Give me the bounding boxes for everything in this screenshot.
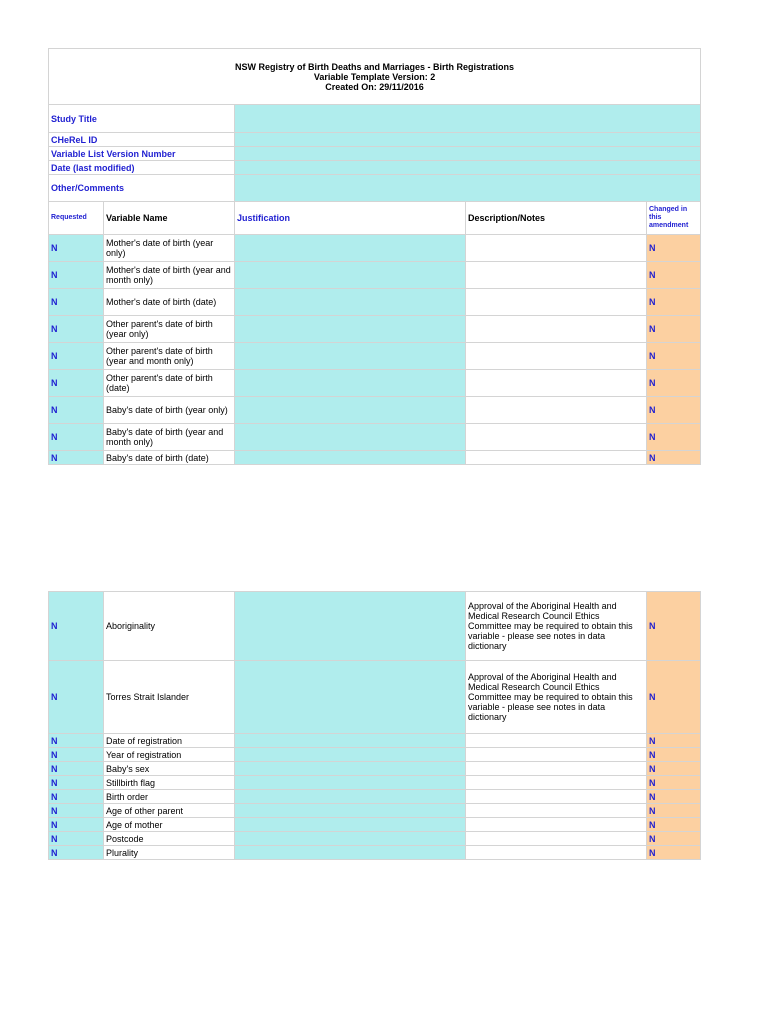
description-cell xyxy=(466,762,647,776)
changed-cell[interactable]: N xyxy=(647,451,701,465)
variable-name-cell: Other parent's date of birth (year and month only) xyxy=(104,343,235,370)
date-modified-input[interactable] xyxy=(235,161,701,175)
changed-cell[interactable]: N xyxy=(647,818,701,832)
study-title-input[interactable] xyxy=(235,105,701,133)
justification-cell[interactable] xyxy=(235,370,466,397)
table-row xyxy=(49,734,701,748)
table-row xyxy=(49,846,701,860)
justification-cell[interactable] xyxy=(235,661,466,734)
col-header-requested: Requested xyxy=(49,202,104,235)
justification-cell[interactable] xyxy=(235,832,466,846)
requested-cell[interactable]: N xyxy=(49,424,104,451)
table-row xyxy=(49,289,701,316)
sheet-section-2 xyxy=(48,591,700,860)
requested-cell[interactable]: N xyxy=(49,235,104,262)
variable-name-cell: Baby's sex xyxy=(104,762,235,776)
table-row xyxy=(49,818,701,832)
justification-cell[interactable] xyxy=(235,748,466,762)
description-cell xyxy=(466,343,647,370)
variable-name-cell: Date of registration xyxy=(104,734,235,748)
variable-name-cell: Aboriginality xyxy=(104,592,235,661)
changed-cell[interactable]: N xyxy=(647,846,701,860)
template-table-2 xyxy=(48,591,701,860)
changed-cell[interactable]: N xyxy=(647,289,701,316)
changed-cell[interactable]: N xyxy=(647,790,701,804)
study-title-label: Study Title xyxy=(49,105,235,133)
table-row xyxy=(49,235,701,262)
justification-cell[interactable] xyxy=(235,592,466,661)
justification-cell[interactable] xyxy=(235,776,466,790)
justification-cell[interactable] xyxy=(235,451,466,465)
variable-name-cell: Postcode xyxy=(104,832,235,846)
justification-cell[interactable] xyxy=(235,397,466,424)
justification-cell[interactable] xyxy=(235,762,466,776)
description-cell xyxy=(466,235,647,262)
requested-cell[interactable]: N xyxy=(49,748,104,762)
changed-cell[interactable]: N xyxy=(647,804,701,818)
justification-cell[interactable] xyxy=(235,343,466,370)
table-row xyxy=(49,424,701,451)
variable-name-cell: Mother's date of birth (date) xyxy=(104,289,235,316)
changed-cell[interactable]: N xyxy=(647,343,701,370)
requested-cell[interactable]: N xyxy=(49,804,104,818)
requested-cell[interactable]: N xyxy=(49,592,104,661)
template-table-1 xyxy=(48,48,701,465)
requested-cell[interactable]: N xyxy=(49,832,104,846)
comments-input[interactable] xyxy=(235,175,701,202)
date-modified-label: Date (last modified) xyxy=(49,161,235,175)
requested-cell[interactable]: N xyxy=(49,343,104,370)
version-number-label: Variable List Version Number xyxy=(49,147,235,161)
variable-name-cell: Age of other parent xyxy=(104,804,235,818)
changed-cell[interactable]: N xyxy=(647,832,701,846)
description-cell xyxy=(466,818,647,832)
col-header-changed: Changed in this amendment xyxy=(647,202,701,235)
justification-cell[interactable] xyxy=(235,262,466,289)
meta-row-comments xyxy=(49,175,701,202)
requested-cell[interactable]: N xyxy=(49,289,104,316)
changed-cell[interactable]: N xyxy=(647,661,701,734)
requested-cell[interactable]: N xyxy=(49,846,104,860)
variable-name-cell: Year of registration xyxy=(104,748,235,762)
variable-name-cell: Baby's date of birth (year only) xyxy=(104,397,235,424)
table-row xyxy=(49,661,701,734)
table-row xyxy=(49,832,701,846)
column-header-row xyxy=(49,202,701,235)
version-number-input[interactable] xyxy=(235,147,701,161)
requested-cell[interactable]: N xyxy=(49,661,104,734)
meta-row-version-number xyxy=(49,147,701,161)
description-cell xyxy=(466,776,647,790)
comments-label: Other/Comments xyxy=(49,175,235,202)
justification-cell[interactable] xyxy=(235,316,466,343)
changed-cell[interactable]: N xyxy=(647,734,701,748)
variable-name-cell: Baby's date of birth (date) xyxy=(104,451,235,465)
requested-cell[interactable]: N xyxy=(49,762,104,776)
justification-cell[interactable] xyxy=(235,790,466,804)
justification-cell[interactable] xyxy=(235,804,466,818)
description-cell xyxy=(466,451,647,465)
requested-cell[interactable]: N xyxy=(49,262,104,289)
variable-name-cell: Birth order xyxy=(104,790,235,804)
variable-name-cell: Other parent's date of birth (year only) xyxy=(104,316,235,343)
variable-name-cell: Torres Strait Islander xyxy=(104,661,235,734)
changed-cell[interactable]: N xyxy=(647,592,701,661)
variable-name-cell: Mother's date of birth (year and month only) xyxy=(104,262,235,289)
table-row xyxy=(49,790,701,804)
changed-cell[interactable]: N xyxy=(647,316,701,343)
cherel-id-label: CHeReL ID xyxy=(49,133,235,147)
changed-cell[interactable]: N xyxy=(647,370,701,397)
requested-cell[interactable]: N xyxy=(49,818,104,832)
table-row xyxy=(49,397,701,424)
description-cell xyxy=(466,734,647,748)
variable-name-cell: Other parent's date of birth (date) xyxy=(104,370,235,397)
sheet-section-1 xyxy=(48,48,700,465)
justification-cell[interactable] xyxy=(235,846,466,860)
table-row xyxy=(49,762,701,776)
justification-cell[interactable] xyxy=(235,235,466,262)
col-header-justification: Justification xyxy=(235,202,466,235)
variable-name-cell: Age of mother xyxy=(104,818,235,832)
description-cell xyxy=(466,846,647,860)
meta-row-study-title xyxy=(49,105,701,133)
changed-cell[interactable]: N xyxy=(647,397,701,424)
variable-name-cell: Stillbirth flag xyxy=(104,776,235,790)
template-version: Variable Template Version: 2 xyxy=(313,71,436,82)
justification-cell[interactable] xyxy=(235,818,466,832)
table-row xyxy=(49,592,701,661)
variable-name-cell: Baby's date of birth (year and month only) xyxy=(104,424,235,451)
table-row xyxy=(49,262,701,289)
requested-cell[interactable]: N xyxy=(49,790,104,804)
created-on: Created On: 29/11/2016 xyxy=(325,81,424,92)
meta-row-cherel-id xyxy=(49,133,701,147)
table-row xyxy=(49,804,701,818)
changed-cell[interactable]: N xyxy=(647,262,701,289)
description-cell xyxy=(466,289,647,316)
col-header-description: Description/Notes xyxy=(466,202,647,235)
meta-row-date-modified xyxy=(49,161,701,175)
description-cell xyxy=(466,397,647,424)
requested-cell[interactable]: N xyxy=(49,451,104,465)
requested-cell[interactable]: N xyxy=(49,316,104,343)
table-row xyxy=(49,370,701,397)
description-cell: Approval of the Aboriginal Health and Medical Research Council Ethics Committee may be required to obtain this variable - please see notes in data dictionary xyxy=(466,661,647,734)
description-cell xyxy=(466,424,647,451)
table-row xyxy=(49,748,701,762)
changed-cell[interactable]: N xyxy=(647,424,701,451)
changed-cell[interactable]: N xyxy=(647,235,701,262)
description-cell xyxy=(466,370,647,397)
report-header xyxy=(49,49,701,105)
description-cell xyxy=(466,748,647,762)
justification-cell[interactable] xyxy=(235,424,466,451)
changed-cell[interactable]: N xyxy=(647,748,701,762)
justification-cell[interactable] xyxy=(235,289,466,316)
changed-cell[interactable]: N xyxy=(647,776,701,790)
description-cell xyxy=(466,316,647,343)
variable-name-cell: Mother's date of birth (year only) xyxy=(104,235,235,262)
table-row xyxy=(49,776,701,790)
description-cell xyxy=(466,790,647,804)
report-title: NSW Registry of Birth Deaths and Marriages - Birth Registrations xyxy=(235,61,515,72)
description-cell xyxy=(466,262,647,289)
changed-cell[interactable]: N xyxy=(647,762,701,776)
header-row xyxy=(49,49,701,105)
requested-cell[interactable]: N xyxy=(49,776,104,790)
col-header-variable-name: Variable Name xyxy=(104,202,235,235)
table-row xyxy=(49,451,701,465)
requested-cell[interactable]: N xyxy=(49,370,104,397)
table-row xyxy=(49,316,701,343)
justification-cell[interactable] xyxy=(235,734,466,748)
description-cell xyxy=(466,832,647,846)
variable-name-cell: Plurality xyxy=(104,846,235,860)
description-cell: Approval of the Aboriginal Health and Medical Research Council Ethics Committee may be required to obtain this variable - please see notes in data dictionary xyxy=(466,592,647,661)
requested-cell[interactable]: N xyxy=(49,397,104,424)
requested-cell[interactable]: N xyxy=(49,734,104,748)
table-row xyxy=(49,343,701,370)
cherel-id-input[interactable] xyxy=(235,133,701,147)
description-cell xyxy=(466,804,647,818)
